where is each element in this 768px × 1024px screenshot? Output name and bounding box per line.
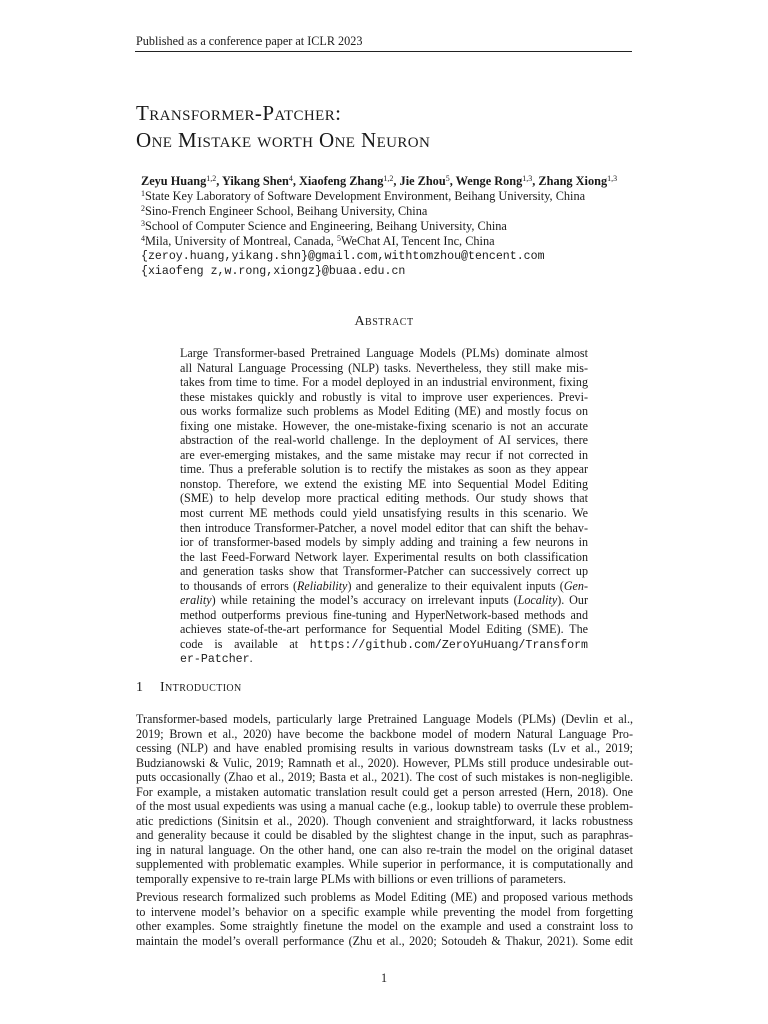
affiliation-4-5: $^4$Mila, University of Montreal, Canada, $^5$WeChat AI, Tencent Inc, China: [141, 234, 495, 248]
abstract-body: [180, 346, 588, 666]
author: Zeyu Huang: [141, 174, 207, 188]
abstract-line: er-Patcher.: [180, 651, 253, 667]
section-title: Introduction: [160, 680, 242, 695]
author: Wenge Rong: [455, 174, 523, 188]
author-names: Zeyu Huang$^{1,2}$, Yikang Shen$^4$, Xiaofeng Zhang$^{1,2}$, Jie Zhou$^5$, Wenge Rong$^{1,3}$, Zhang Xiong$^{1,3}$: [141, 174, 618, 188]
code-url-link[interactable]: https://github.com/ZeroYuHuang/Transform: [309, 638, 588, 652]
body-line: other examples. Some straightly finetune the model on the example and used a constraint loss to: [136, 919, 633, 934]
body-line: temporally expensive to re-train large PLMs with billions or even trillions of parameters.: [136, 872, 567, 887]
abstract-line: (SME) to help develop more practical editing methods. Our study shows that: [180, 491, 588, 506]
section-number: 1: [136, 680, 144, 695]
affiliation-3: $^3$School of Computer Science and Engineering, Beihang University, China: [141, 219, 507, 233]
body-line: and generality because it could be disabled by the slightest change in the input, such as paraphras-: [136, 828, 633, 843]
body-line: atic predictions (Sinitsin et al., 2020). Though convenient and straightforward, it lacks robustness: [136, 813, 633, 828]
header-rule: [135, 51, 632, 52]
abstract-line: these mistakes quickly and robustly is vital to improve user experiences. Previ-: [180, 389, 588, 404]
intro-paragraph-1: [136, 712, 633, 887]
abstract-line: erality) while retaining the model’s accuracy on irrelevant inputs (Locality). Our: [180, 593, 588, 608]
section-heading-introduction: [136, 680, 242, 696]
abstract-line: takes from time to time. For a model deployed in an industrial environment, fixing: [180, 375, 588, 390]
body-line: puts occasionally (Zhao et al., 2019; Basta et al., 2021). The cost of such mistakes is non-negligible.: [136, 770, 633, 785]
affiliation-2: $^2$Sino-French Engineer School, Beihang University, China: [141, 204, 428, 218]
abstract-line: all Natural Language Processing (NLP) tasks. Nevertheless, they still make mis-: [180, 360, 588, 375]
running-header: Published as a conference paper at ICLR 2023: [136, 34, 363, 48]
author-affil-sup: 1,3: [522, 174, 533, 183]
body-line: Previous research formalized such problems as Model Editing (ME) and proposed various methods: [136, 890, 633, 904]
author-affil-sup: 4: [288, 174, 293, 183]
body-line: to intervene model’s behavior on a specific example while preventing the model from forgetting: [136, 904, 633, 919]
author-affil-sup: 1,3: [607, 174, 618, 183]
author-affil-sup: 1,2: [206, 174, 217, 183]
abstract-line: time. Thus a preferable solution is to rectify the mistakes as soon as they appear: [180, 462, 588, 477]
body-line: 2019; Brown et al., 2020) have become the backbone model of modern Natural Language Pro-: [136, 726, 633, 741]
abstract-line: method outperforms previous fine-tuning and HyperNetwork-based methods and: [180, 607, 588, 622]
page-number: 1: [380, 971, 388, 985]
abstract-line: ior of transformer-based models by simply adding and training a few neurons in: [180, 535, 588, 550]
abstract-line: achieves state-of-the-art performance for Sequential Model Editing (SME). The: [180, 622, 588, 637]
title-line-1: Transformer-Patcher:: [136, 101, 342, 125]
abstract-line: fixing one mistake. However, the one-mistake-fixing scenario is not an accurate: [180, 418, 588, 433]
intro-paragraph-2: [136, 890, 633, 948]
author-affil-sup: 1,2: [383, 174, 394, 183]
abstract-heading: Abstract: [354, 314, 414, 329]
author-affil-sup: 5: [445, 174, 450, 183]
abstract-line: code is available at https://github.com/ZeroYuHuang/Transform: [180, 636, 588, 652]
email-line-2[interactable]: {xiaofeng z,w.rong,xiongz}@buaa.edu.cn: [141, 265, 406, 278]
body-line: Budzianowski & Vulic, 2019; Ramnath et al., 2020). However, PLMs still produce undesirable out-: [136, 755, 633, 770]
body-line: cessing (NLP) and have enabled promising results in various downstream tasks (Lv et al., 2019;: [136, 741, 633, 756]
abstract-line: and generation tasks show that Transformer-Patcher can successively correct up: [180, 564, 588, 579]
abstract-line: to thousands of errors (Reliability) and generalize to their equivalent inputs (Gen-: [180, 578, 588, 593]
title-line-2: One Mistake worth One Neuron: [136, 128, 431, 152]
abstract-line: then introduce Transformer-Patcher, a novel model editor that can shift the behav-: [180, 520, 588, 535]
body-line: of the most usual expedients was using a manual cache (e.g., lookup table) to overrule these problem-: [136, 799, 633, 814]
author: Yikang Shen: [221, 174, 289, 188]
body-line: ing in natural language. On the other hand, one can also re-train the model on the original dataset: [136, 842, 633, 857]
paper-title: [136, 100, 430, 154]
body-line: maintain the model’s overall performance (Zhu et al., 2020; Sotoudeh & Thakur, 2021). Some edit: [136, 933, 633, 948]
body-line: supplemented with problematic examples. While superior in performance, it is computationally and: [136, 857, 633, 872]
author-block: [141, 174, 617, 279]
author: Zhang Xiong: [538, 174, 608, 188]
abstract-line: abstraction of the real-world challenge. In the deployment of AI services, there: [180, 433, 588, 448]
body-line: For example, a mistaken automatic translation result could get a person arrested (Hern, 2018). One: [136, 784, 633, 799]
abstract-line: are ever-emerging mistakes, and the same mistake may recur if not corrected in: [180, 447, 588, 462]
email-line-1[interactable]: {zeroy.huang,yikang.shn}@gmail.com,withtomzhou@tencent.com: [141, 250, 545, 263]
author: Jie Zhou: [399, 174, 446, 188]
affiliation-1: $^1$State Key Laboratory of Software Development Environment, Beihang University, China: [141, 189, 586, 203]
abstract-line: most current ME methods could yield unsatisfying results in this scenario. We: [180, 506, 588, 521]
code-url-link-continued[interactable]: er-Patcher: [180, 653, 250, 667]
author: Xiaofeng Zhang: [299, 174, 384, 188]
abstract-line: nonstop. Therefore, we extend the existing ME into Sequential Model Editing: [180, 476, 588, 491]
abstract-line: ous works formalize such problems as Model Editing (ME) and mostly focus on: [180, 404, 588, 419]
abstract-line: Large Transformer-based Pretrained Language Models (PLMs) dominate almost: [180, 346, 588, 360]
body-line: Transformer-based models, particularly large Pretrained Language Models (PLMs) (Devlin et al.,: [136, 712, 633, 726]
abstract-line: the last Feed-Forward Network layer. Experimental results on both classification: [180, 549, 588, 564]
